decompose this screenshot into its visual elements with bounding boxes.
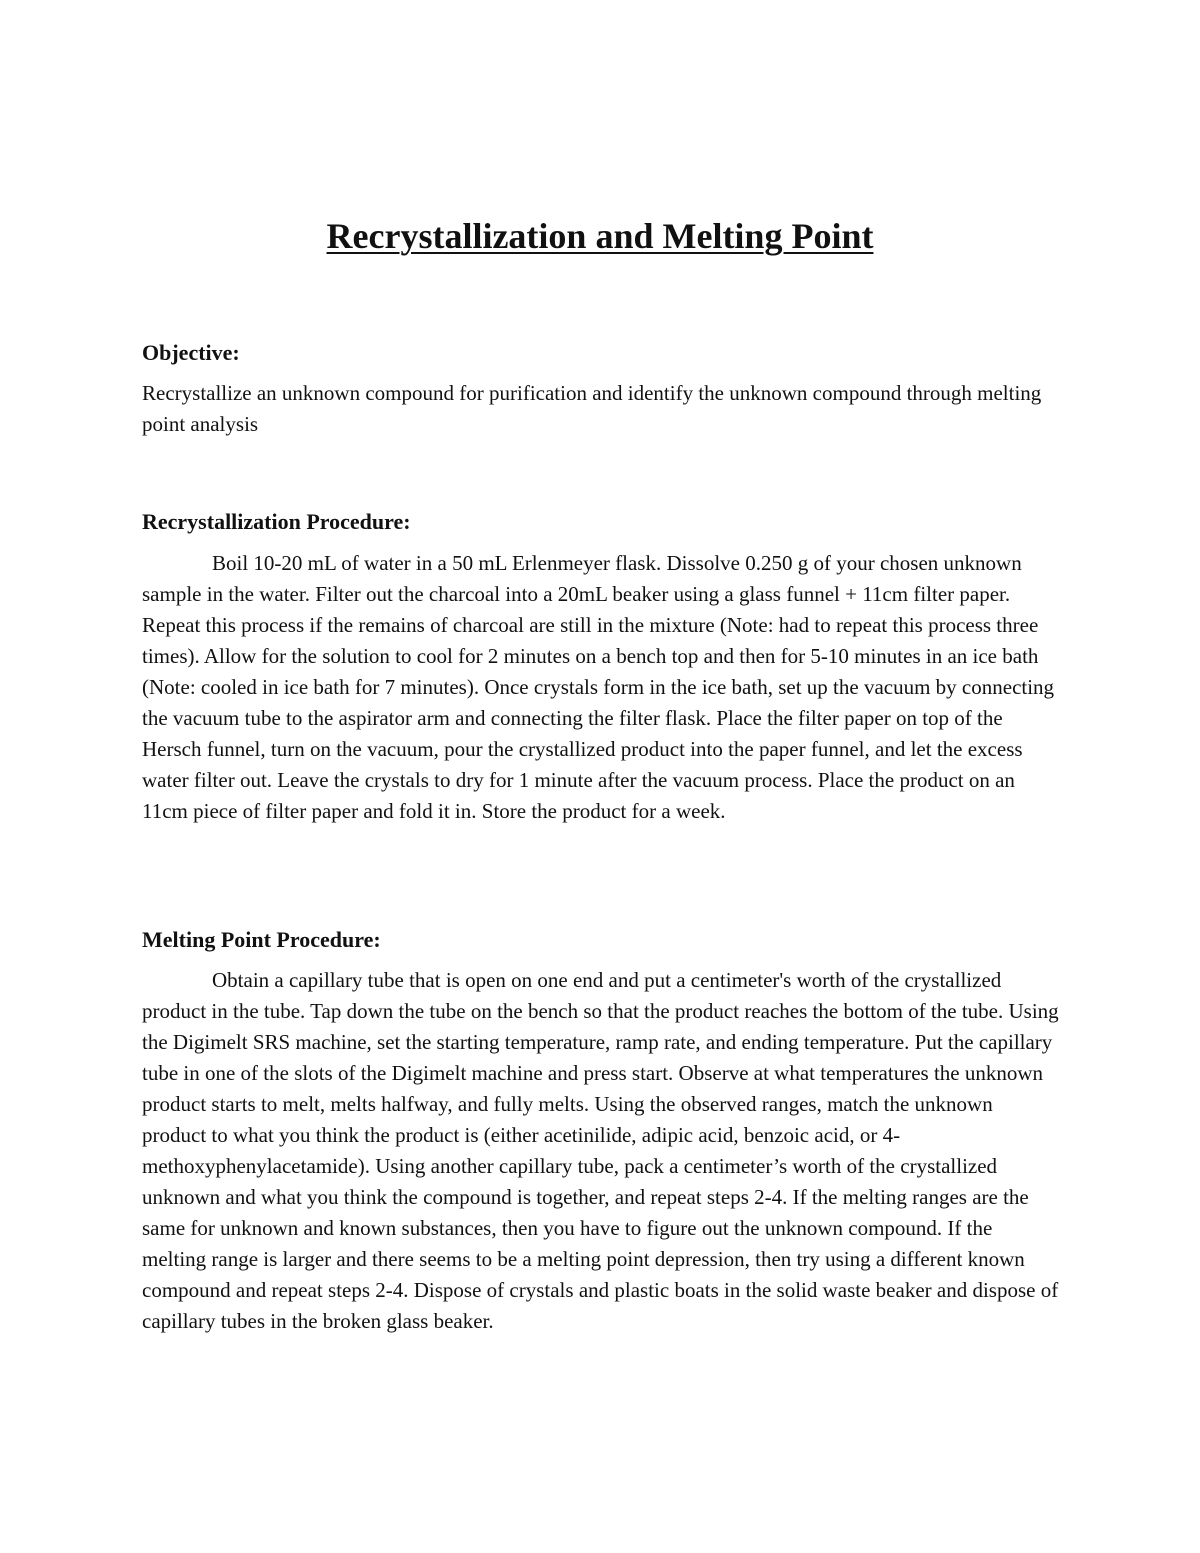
objective-text: Recrystallize an unknown compound for purification and identify the unknown compound through melting point analysis [142, 381, 1042, 436]
recrystallization-heading: Recrystallization Procedure: [142, 509, 411, 534]
melting-point-heading: Melting Point Procedure: [142, 927, 381, 952]
melting-point-text: Obtain a capillary tube that is open on one end and put a centimeter's worth of the crystallized product in the tube. Tap down the tube on the bench so that the product reaches the bottom of the tube. Using the Digimelt SRS machine, set the starting temperature, ramp rate, and ending temperature. Put the capillary tube in one of the slots of the Digimelt machine and press start. Observe at what temperatures the unknown product starts to melt, melts halfway, and fully melts. Using the observed ranges, match the unknown product to what you think the product is (either acetinilide, adipic acid, benzoic acid, or 4-methoxyphenylacetamide). Using another capillary tube, pack a centimeter’s worth of the crystallized unknown and what you think the compound is together, and repeat steps 2-4. If the melting ranges are the same for unknown and known substances, then you have to figure out the unknown compound. If the melting range is larger and there seems to be a melting point depression, then try using a different known compound and repeat steps 2-4. Dispose of crystals and plastic boats in the solid waste beaker and dispose of capillary tubes in the broken glass beaker. [142, 968, 1059, 1333]
page-title: Recrystallization and Melting Point [326, 216, 874, 256]
objective-heading: Objective: [142, 340, 240, 365]
recrystallization-text: Boil 10-20 mL of water in a 50 mL Erlenmeyer flask. Dissolve 0.250 g of your chosen unknown sample in the water. Filter out the charcoal into a 20mL beaker using a glass funnel + 11cm filter paper. Repeat this process if the remains of charcoal are still in the mixture (Note: had to repeat this process three times). Allow for the solution to cool for 2 minutes on a bench top and then for 5-10 minutes in an ice bath (Note: cooled in ice bath for 7 minutes). Once crystals form in the ice bath, set up the vacuum by connecting the vacuum tube to the aspirator arm and connecting the filter flask. Place the filter paper on top of the Hersch funnel, turn on the vacuum, pour the crystallized product into the paper funnel, and let the excess water filter out. Leave the crystals to dry for 1 minute after the vacuum process. Place the product on an 11cm piece of filter paper and fold it in. Store the product for a week. [142, 551, 1055, 823]
